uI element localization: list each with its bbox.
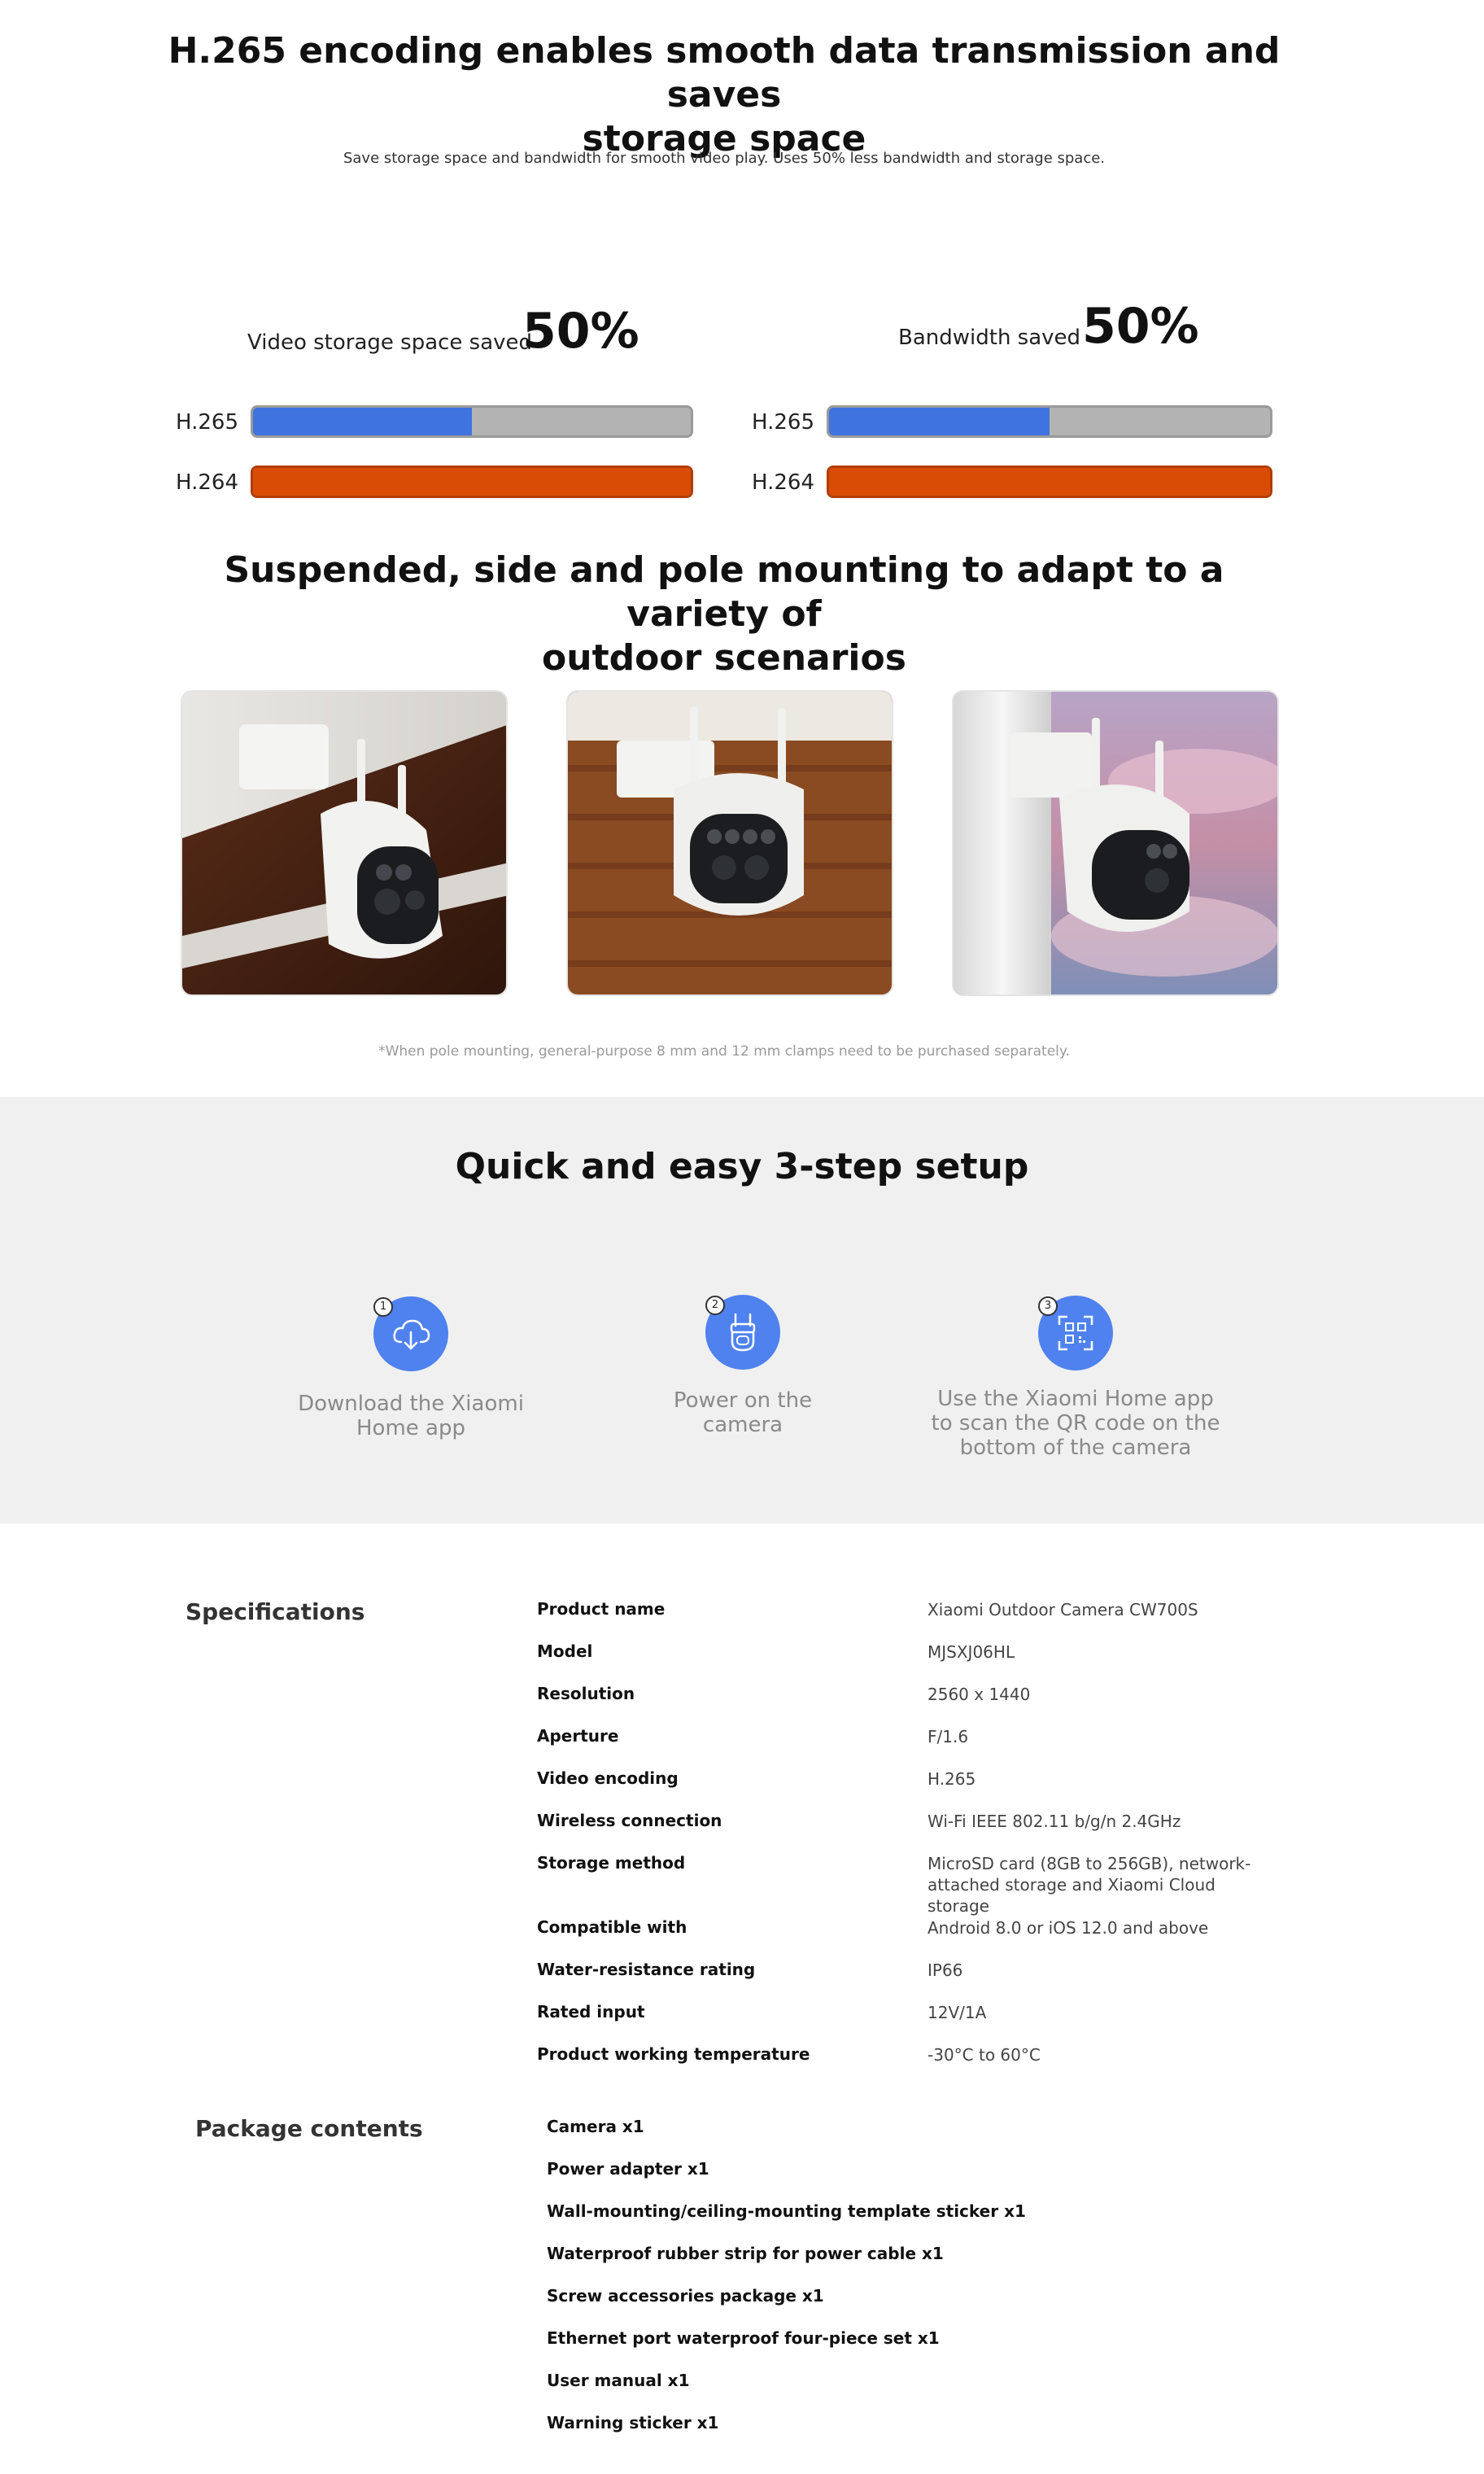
camera-power-icon <box>720 1309 766 1355</box>
spec-key: Video encoding <box>537 1768 679 1788</box>
step-1-text-line2: Home app <box>356 1416 465 1440</box>
spec-row <box>537 1917 1351 1942</box>
headline-encoding-line1: H.265 encoding enables smooth data transmission and saves <box>168 30 1281 116</box>
bandwidth-saved-value: 50% <box>1082 298 1199 355</box>
spec-row <box>537 1768 1351 1793</box>
spec-value: Xiaomi Outdoor Camera CW700S <box>928 1600 1198 1619</box>
setup-title: Quick and easy 3-step setup <box>455 1146 1029 1187</box>
right-h265-bar <box>827 405 1272 438</box>
spec-row <box>537 1811 1351 1835</box>
spec-row <box>537 1684 1351 1708</box>
spec-row <box>537 2044 1351 2069</box>
side-mount-illustration <box>568 692 893 996</box>
package-item: Waterproof rubber strip for power cable x1 <box>547 2244 944 2263</box>
storage-saved-value: 50% <box>522 303 639 360</box>
step-2-text <box>596 1388 889 1437</box>
headline-encoding-line2: storage space <box>582 118 866 160</box>
spec-key: Product name <box>537 1599 666 1619</box>
spec-key: Storage method <box>537 1853 686 1873</box>
spec-value: F/1.6 <box>928 1727 969 1746</box>
spec-value: IP66 <box>928 1960 963 1980</box>
bandwidth-saved-label: Bandwidth saved <box>898 326 1081 350</box>
photo-pole-mount <box>952 690 1279 996</box>
spec-row <box>537 1853 1351 1916</box>
spec-key: Aperture <box>537 1726 619 1746</box>
spec-key: Product working temperature <box>537 2044 810 2064</box>
spec-key: Compatible with <box>537 1917 687 1937</box>
spec-value: 2560 x 1440 <box>928 1685 1031 1704</box>
spec-key: Model <box>537 1641 593 1661</box>
headline-mounting-line2: outdoor scenarios <box>542 637 906 679</box>
package-item: Wall-mounting/ceiling-mounting template sticker x1 <box>547 2201 1026 2221</box>
right-h264-bar <box>827 466 1272 498</box>
spec-value: Android 8.0 or iOS 12.0 and above <box>928 1918 1209 1938</box>
headline-encoding <box>163 29 1285 161</box>
left-h264-label: H.264 <box>176 470 238 495</box>
suspended-mount-illustration <box>182 692 508 996</box>
spec-value: MJSXJ06HL <box>928 1642 1015 1662</box>
spec-key: Wireless connection <box>537 1811 722 1830</box>
right-h264-fill <box>829 468 1270 496</box>
right-h265-label: H.265 <box>752 410 814 435</box>
package-item: Ethernet port waterproof four-piece set x1 <box>547 2328 940 2348</box>
step-1-number: 1 <box>373 1297 393 1317</box>
left-h265-bar <box>251 405 693 438</box>
step-3-number: 3 <box>1038 1296 1058 1316</box>
spec-row <box>537 2002 1351 2026</box>
spec-key: Resolution <box>537 1684 635 1703</box>
right-h264-label: H.264 <box>752 470 814 495</box>
photo-side-mount <box>566 690 893 996</box>
step-1-text <box>264 1392 557 1440</box>
spec-value: -30°C to 60°C <box>928 2045 1041 2065</box>
specifications-heading: Specifications <box>186 1598 365 1625</box>
step-2-text-line1: Power on the <box>673 1388 813 1413</box>
headline-mounting <box>163 549 1285 680</box>
step-3-text-line1: Use the Xiaomi Home app <box>937 1387 1214 1411</box>
spec-row <box>537 1599 1351 1624</box>
left-h264-fill <box>253 468 691 496</box>
headline-mounting-line1: Suspended, side and pole mounting to adapt to a variety of <box>224 549 1224 635</box>
package-item: Screw accessories package x1 <box>547 2286 824 2306</box>
spec-key: Water-resistance rating <box>537 1960 756 1979</box>
qr-scan-icon <box>1053 1310 1098 1356</box>
right-h265-fill <box>829 408 1050 435</box>
spec-value: H.265 <box>928 1769 976 1789</box>
pole-mount-note: *When pole mounting, general-purpose 8 mm and 12 mm clamps need to be purchased separately. <box>378 1043 1070 1060</box>
photo-suspended-mount <box>181 690 508 996</box>
pole-mount-illustration <box>954 692 1279 996</box>
spec-row <box>537 1960 1351 1984</box>
step-1-text-line1: Download the Xiaomi <box>298 1392 524 1416</box>
left-h265-label: H.265 <box>176 410 238 435</box>
left-h264-bar <box>251 466 693 498</box>
package-item: Warning sticker x1 <box>547 2413 719 2432</box>
step-3-text-line2: to scan the QR code on the <box>931 1411 1220 1436</box>
spec-value: Wi-Fi IEEE 802.11 b/g/n 2.4GHz <box>928 1812 1181 1831</box>
step-2-number: 2 <box>705 1296 725 1315</box>
step-2-text-line2: camera <box>702 1413 783 1437</box>
storage-saved-label: Video storage space saved <box>247 330 533 355</box>
spec-value: 12V/1A <box>928 2003 987 2022</box>
package-contents-heading: Package contents <box>195 2115 423 2142</box>
spec-value: MicroSD card (8GB to 256GB), network-attached storage and Xiaomi Cloud storage <box>928 1854 1251 1916</box>
package-item: User manual x1 <box>547 2371 690 2390</box>
spec-row <box>537 1726 1351 1751</box>
cloud-download-icon <box>388 1311 434 1357</box>
left-h265-fill <box>253 408 472 435</box>
package-item: Power adapter x1 <box>547 2159 709 2179</box>
step-3-text-line3: bottom of the camera <box>959 1436 1192 1460</box>
spec-key: Rated input <box>537 2002 645 2022</box>
package-item: Camera x1 <box>547 2117 644 2136</box>
spec-row <box>537 1641 1351 1666</box>
encoding-subtitle: Save storage space and bandwidth for smooth video play. Uses 50% less bandwidth and storage space. <box>343 150 1106 167</box>
step-3-text <box>929 1387 1222 1460</box>
